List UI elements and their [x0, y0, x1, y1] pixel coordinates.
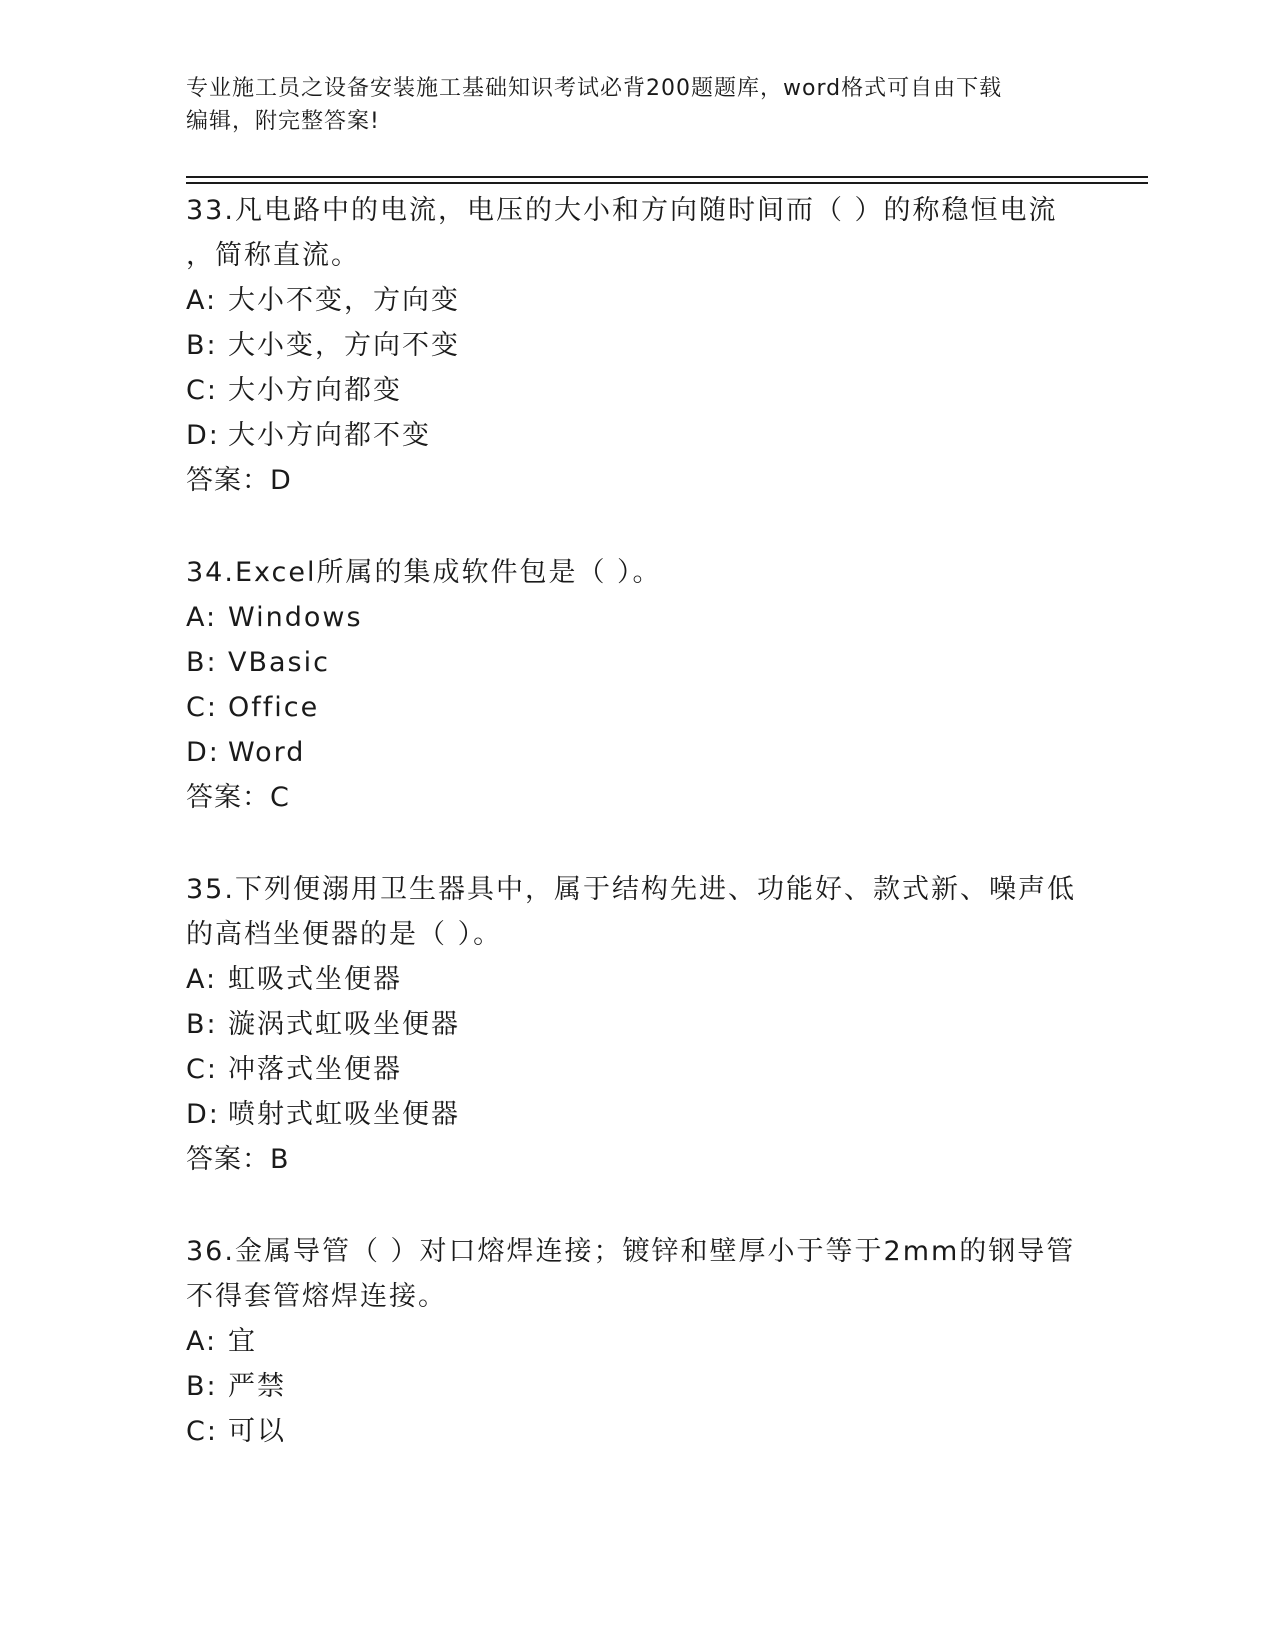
answer-line: 答案：B — [186, 1144, 290, 1175]
option-letter: B: — [186, 330, 218, 361]
question-34 — [186, 550, 1086, 820]
option-text: Word — [228, 737, 306, 768]
option-text: VBasic — [228, 647, 330, 678]
answer-line: 答案：D — [186, 465, 292, 496]
option-text: 冲落式坐便器 — [228, 1054, 402, 1085]
header-line-2: 编辑，附完整答案! — [186, 109, 380, 134]
option-d — [186, 730, 1086, 775]
option-text: Windows — [228, 602, 363, 633]
question-stem-line-1: 35.下列便溺用卫生器具中，属于结构先进、功能好、款式新、噪声低 — [186, 874, 1076, 905]
option-b — [186, 1002, 1086, 1047]
option-text: 漩涡式虹吸坐便器 — [228, 1009, 460, 1040]
option-letter: C: — [186, 1416, 218, 1447]
option-letter: B: — [186, 1009, 218, 1040]
option-letter: A: — [186, 1326, 218, 1357]
option-letter: D: — [186, 737, 220, 768]
question-stem-line-2: 的高档坐便器的是（ ）。 — [186, 919, 503, 950]
question-35 — [186, 867, 1086, 1182]
header-divider-bottom — [186, 182, 1148, 184]
option-a — [186, 957, 1086, 1002]
document-header — [186, 72, 1066, 138]
option-letter: C: — [186, 692, 218, 723]
question-stem-line-2: 不得套管熔焊连接。 — [186, 1281, 447, 1312]
option-text: 严禁 — [228, 1371, 286, 1402]
option-d — [186, 413, 1086, 458]
option-c — [186, 685, 1086, 730]
option-c — [186, 1047, 1086, 1092]
option-text: 宜 — [228, 1326, 257, 1357]
option-text: 大小方向都变 — [228, 375, 402, 406]
option-c — [186, 368, 1086, 413]
option-letter: D: — [186, 1099, 220, 1130]
option-letter: D: — [186, 420, 220, 451]
question-stem-line-1: 36.金属导管（ ）对口熔焊连接；镀锌和壁厚小于等于2mm的钢导管 — [186, 1236, 1076, 1267]
option-b — [186, 640, 1086, 685]
answer-line: 答案：C — [186, 782, 290, 813]
option-c — [186, 1409, 1086, 1454]
option-b — [186, 1364, 1086, 1409]
option-letter: B: — [186, 1371, 218, 1402]
option-text: 可以 — [228, 1416, 286, 1447]
question-list — [186, 188, 1086, 1501]
option-letter: A: — [186, 285, 218, 316]
option-text: 大小不变，方向变 — [228, 285, 460, 316]
option-a — [186, 278, 1086, 323]
option-text: 虹吸式坐便器 — [228, 964, 402, 995]
option-text: 喷射式虹吸坐便器 — [228, 1099, 460, 1130]
question-33 — [186, 188, 1086, 503]
option-d — [186, 1092, 1086, 1137]
option-text: Office — [228, 692, 320, 723]
option-b — [186, 323, 1086, 368]
header-line-1: 专业施工员之设备安装施工基础知识考试必背200题题库，word格式可自由下载 — [186, 76, 1003, 101]
question-stem-line-1: 33.凡电路中的电流，电压的大小和方向随时间而（ ）的称稳恒电流 — [186, 195, 1058, 226]
option-letter: A: — [186, 964, 218, 995]
option-text: 大小变，方向不变 — [228, 330, 460, 361]
option-letter: C: — [186, 1054, 218, 1085]
header-divider-top — [186, 176, 1148, 178]
option-letter: C: — [186, 375, 218, 406]
option-a — [186, 1319, 1086, 1364]
option-letter: B: — [186, 647, 218, 678]
question-stem-line-2: ，简称直流。 — [186, 240, 360, 271]
option-text: 大小方向都不变 — [228, 420, 431, 451]
option-a — [186, 595, 1086, 640]
question-36 — [186, 1229, 1086, 1454]
option-letter: A: — [186, 602, 218, 633]
question-stem-line-1: 34.Excel所属的集成软件包是（ ）。 — [186, 557, 662, 588]
